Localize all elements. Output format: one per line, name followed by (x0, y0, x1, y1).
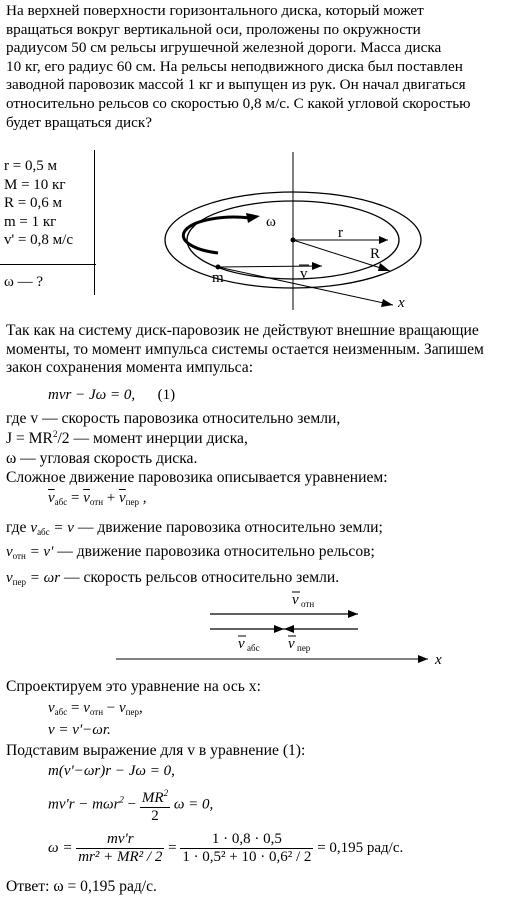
where-v-line: где v — скорость паровозика относительно земли, (6, 410, 341, 427)
answer-line: Ответ: ω = 0,195 рад/с. (6, 878, 157, 895)
R-label: R (370, 246, 381, 262)
v-abs-sub: абс (247, 643, 260, 653)
v-label: v (300, 266, 308, 282)
v-otn-label: v (292, 592, 299, 608)
equation-2b: v = v'−ωr. (48, 722, 111, 738)
problem-line: радиусом 50 см рельсы игрушечной железной дороги. Масса диска (6, 39, 442, 57)
equation-2a: $v_{абс} = v_{отн} - v_{пер}$, (48, 700, 143, 717)
v-per-label: v (288, 636, 295, 652)
explanation-line: моменты, то момент импульса системы остается неизменным. Запишем (6, 340, 484, 358)
problem-line: заводной паровозик массой 1 кг и выпущен из рук. Он начал двигаться (6, 76, 466, 94)
given-item: r = 0,5 м (4, 158, 57, 174)
omega-arrow (183, 217, 250, 253)
given-item: m = 1 кг (4, 213, 57, 230)
unknown-label: ω — ? (4, 274, 44, 290)
vector-figure (110, 590, 450, 670)
v-otn-sub: отн (301, 599, 315, 609)
equation-1: mvr − Jω = 0, (1) (48, 387, 176, 403)
given-item: M = 10 кг (4, 176, 66, 193)
given-item: v' = 0,8 м/с (4, 232, 73, 249)
substitute-line: Подставим выражение для v в уравнение (1): (6, 742, 306, 759)
x-label-2: x (435, 652, 442, 668)
given-divider-horizontal (0, 264, 96, 265)
problem-line: На верхней поверхности горизонтального диска, который может (6, 2, 424, 19)
J-definition-line: $J = MR^2/2$ — момент инерции диска, (6, 429, 248, 447)
def-abs-line: где $v_{абс} = v$ — движение паровозика относительно земли; (6, 519, 383, 537)
given-divider-vertical (94, 150, 95, 295)
explanation-line: закон сохранения момента импульса: (6, 359, 254, 377)
problem-line: вращаться вокруг вертикальной оси, проложены по окружности (6, 20, 421, 38)
disk-figure (150, 150, 440, 315)
problem-line: относительно рельсов со скоростью 0,8 м/с. С какой угловой скоростью (6, 94, 471, 112)
r-label: r (338, 225, 343, 241)
equation-4: mv'r − mωr$^2$ − $\frac{MR^2}{2}$ ω = 0, (48, 785, 213, 825)
equation-5: ω = $\frac{mv'r}{\text{mr² + MR² / 2}}$ = $\frac{1 \cdot 0,8 \cdot 0,5}{\text{1 · 0,5² + 10 · 0,6² / 2}}$ = 0,195 рад/с. (48, 831, 404, 865)
vector-equation: $\overline{v}_{абс} = \overline{v}_{отн} + \overline{v}_{пер}$ , (48, 490, 147, 507)
problem-statement (6, 2, 471, 132)
def-per-line: $v_{пер} = \omega r$ — скорость рельсов относительно земли. (6, 569, 340, 587)
omega-label: ω (266, 214, 276, 230)
equation-3: m(v'−ωr)r − Jω = 0, (48, 763, 175, 779)
explanation-line: Так как на систему диск-паровозик не действуют внешние вращающие (6, 322, 479, 339)
def-otn-line: $v_{отн} = v'$ — движение паровозика относительно рельсов; (6, 543, 375, 561)
v-abs-label: v (238, 636, 245, 652)
project-line: Спроектируем это уравнение на ось x: (6, 678, 261, 695)
problem-line: 10 кг, его радиус 60 см. На рельсы неподвижного диска был поставлен (6, 57, 463, 75)
x-label: x (398, 295, 405, 311)
explanation-paragraph (6, 322, 484, 378)
m-label: m (212, 270, 224, 286)
problem-line: будет вращаться диск? (6, 113, 153, 131)
complex-motion-line: Сложное движение паровозика описывается уравнением: (6, 469, 388, 486)
given-block (4, 157, 73, 250)
omega-arrowhead (246, 213, 260, 223)
omega-definition-line: ω — угловая скорость диска. (6, 450, 198, 467)
v-per-sub: пер (297, 643, 311, 653)
given-item: R = 0,6 м (4, 195, 62, 212)
